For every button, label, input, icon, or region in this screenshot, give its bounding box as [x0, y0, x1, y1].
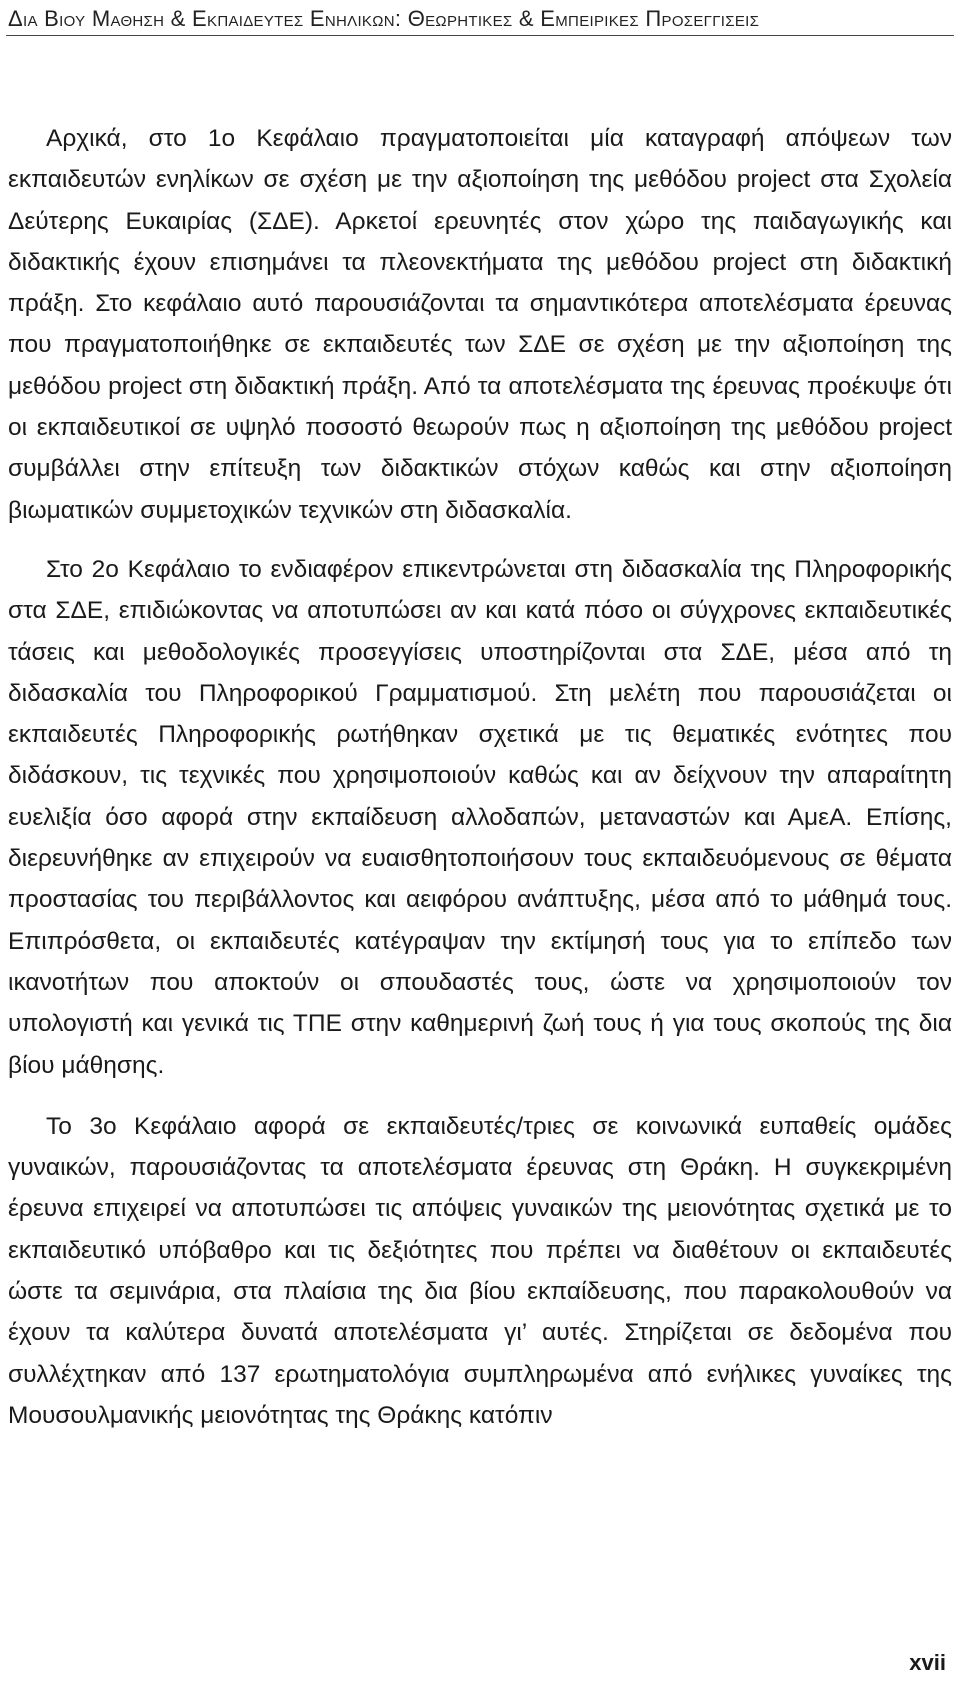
paragraph-chapter-1: Αρχικά, στο 1ο Κεφάλαιο πραγματοποιείται μία καταγραφή απόψεων των εκπαιδευτών ενηλίκων σε σχέση με την αξιοποίηση της μεθόδου project στα Σχολεία Δεύτερης Ευκαιρίας (ΣΔΕ). Αρκετοί ερευνητές στον χώρο της παιδαγωγικής και διδακτικής έχουν επισημάνει τα πλεονεκτήματα της μεθόδου project στη διδακτική πράξη. Στο κεφάλαιο αυτό παρουσιάζονται τα σημαντικότερα αποτελέσματα έρευνας που πραγματοποιήθηκε σε εκπαιδευτές των ΣΔΕ σε σχέση με την αξιοποίηση της μεθόδου project στη διδακτική πράξη. Από τα αποτελέσματα της έρευνας προέκυψε ότι οι εκπαιδευτικοί σε υψηλό ποσοστό θεωρούν πως η αξιοποίηση της μεθόδου project συμβάλλει στην επίτευξη των διδακτικών στόχων καθώς και στην αξιοποίηση βιωματικών συμμετοχικών τεχνικών στη διδασκαλία.: [8, 125, 952, 524]
paragraph-chapter-2: Στο 2ο Κεφάλαιο το ενδιαφέρον επικεντρώνεται στη διδασκαλία της Πληροφορικής στα ΣΔΕ, επιδιώκοντας να αποτυπώσει αν και κατά πόσο οι σύγχρονες εκπαιδευτικές τάσεις και μεθοδολογικές προσεγγίσεις υποστηρίζονται στα ΣΔΕ, μέσα από τη διδασκαλία του Πληροφορικού Γραμματισμού. Στη μελέτη που παρουσιάζεται οι εκπαιδευτές Πληροφορικής ρωτήθηκαν σχετικά με τις θεματικές ενότητες που διδάσκουν, τις τεχνικές που χρησιμοποιούν καθώς και αν δείχνουν την απαραίτητη ευελιξία όσο αφορά στην εκπαίδευση αλλοδαπών, μεταναστών και ΑμεΑ. Επίσης, διερευνήθηκε αν επιχειρούν να ευαισθητοποιήσουν τους εκπαιδευόμενους σε θέματα προστασίας του περιβάλλοντος και αειφόρου ανάπτυξης, μέσα από το μάθημά τους. Επιπρόσθετα, οι εκπαιδευτές κατέγραψαν την εκτίμησή τους για το επίπεδο των ικανοτήτων που αποκτούν οι σπουδαστές τους, ώστε να χρησιμοποιούν τον υπολογιστή και γενικά τις ΤΠΕ στην καθημερινή ζωή τους ή για τους σκοπούς της δια βίου μάθησης.: [8, 555, 952, 1079]
body-text: [8, 118, 952, 1456]
running-header: Δια Βιου Μαθηση & Εκπαιδευτες Ενηλικων: Θεωρητικες & Εμπειρικες Προσεγγισεις: [8, 6, 760, 31]
header-rule: [6, 35, 954, 36]
paragraph-chapter-3: Το 3ο Κεφάλαιο αφορά σε εκπαιδευτές/τριες σε κοινωνικά ευπαθείς ομάδες γυναικών, παρουσιάζοντας τα αποτελέσματα έρευνας στη Θράκη. Η συγκεκριμένη έρευνα επιχειρεί να αποτυπώσει τις απόψεις γυναικών της μειονότητας σχετικά με το εκπαιδευτικό υπόβαθρο και τις δεξιότητες που πρέπει να διαθέτουν οι εκπαιδευτές ώστε τα σεμινάρια, στα πλαίσια της δια βίου εκπαίδευσης, που παρακολουθούν να έχουν τα καλύτερα δυνατά αποτελέσματα γι’ αυτές. Στηρίζεται σε δεδομένα που συλλέχτηκαν από 137 ερωτηματολόγια συμπληρωμένα από ενήλικες γυναίκες της Μουσουλμανικής μειονότητας της Θράκης κατόπιν: [8, 1112, 952, 1429]
page-number: xvii: [909, 1650, 946, 1675]
